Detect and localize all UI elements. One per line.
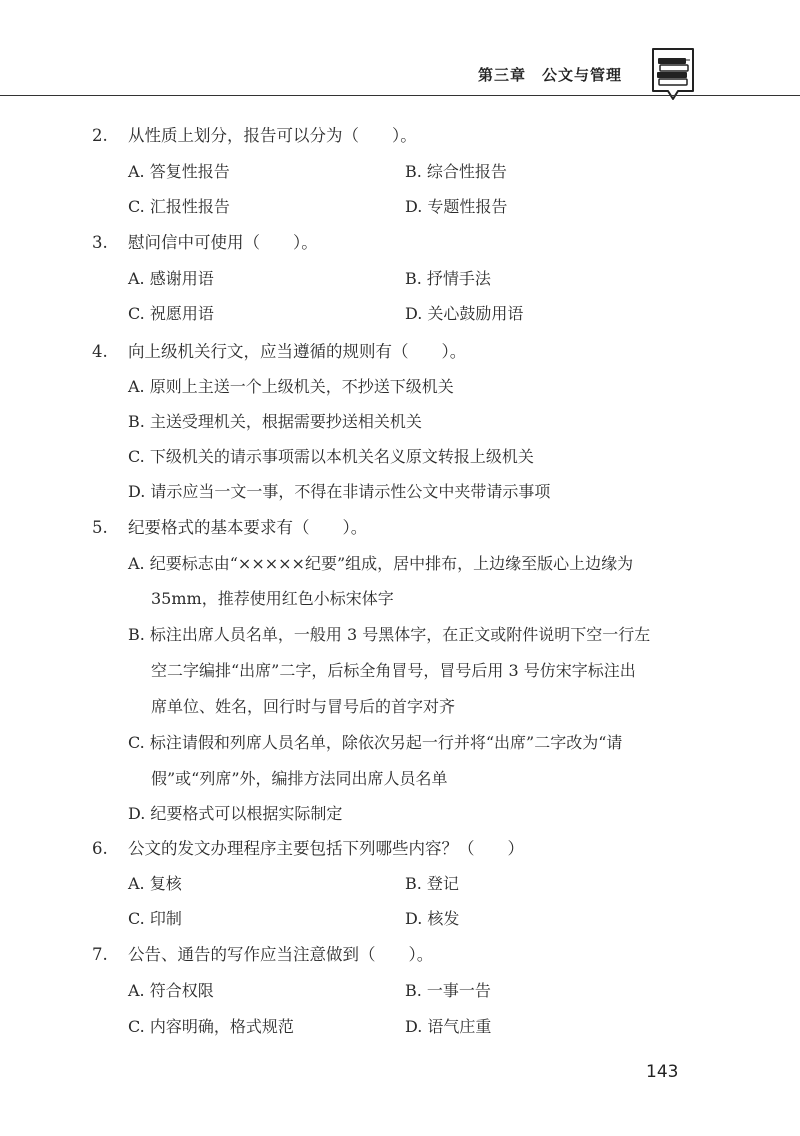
option-c-continued: 假”或“列席”外，编排方法同出席人员名单 [151, 769, 448, 788]
option-b-continued: 空二字编排“出席”二字，后标全角冒号，冒号后用 3 号仿宋字标注出 [151, 661, 636, 680]
chapter-title: 公文与管理 [542, 66, 623, 84]
question-text: 公文的发文办理程序主要包括下列哪些内容？（ ） [128, 839, 524, 858]
option-c: C. 汇报性报告 [128, 197, 230, 216]
option-b: B. 登记 [405, 874, 459, 893]
option-c: C. 印制 [128, 909, 182, 928]
option-d: D. 核发 [405, 909, 460, 928]
question-2 [92, 122, 417, 146]
option-b-continued: 席单位、姓名，回行时与冒号后的首字对齐 [151, 697, 456, 716]
option-a: A. 纪要标志由“×××××纪要”组成，居中排布，上边缘至版心上边缘为 [128, 554, 634, 573]
question-text: 向上级机关行文，应当遵循的规则有（ ）。 [128, 342, 467, 361]
page-number: 143 [646, 1062, 679, 1082]
question-text: 公告、通告的写作应当注意做到（ ）。 [128, 945, 434, 964]
option-c: C. 标注请假和列席人员名单，除依次另起一行并将“出席”二字改为“请 [128, 733, 623, 752]
running-head [478, 64, 622, 85]
option-a: A. 符合权限 [128, 981, 214, 1000]
question-6 [92, 835, 524, 859]
question-text: 从性质上划分，报告可以分为（ ）。 [128, 126, 417, 145]
page-header [0, 0, 800, 100]
option-a: A. 复核 [128, 874, 182, 893]
option-c: C. 下级机关的请示事项需以本机关名义原文转报上级机关 [128, 447, 534, 466]
option-d: D. 请示应当一文一事，不得在非请示性公文中夹带请示事项 [128, 482, 551, 501]
question-text: 纪要格式的基本要求有（ ）。 [128, 518, 368, 537]
option-d: D. 专题性报告 [405, 197, 508, 216]
question-7 [92, 941, 433, 965]
option-b: B. 标注出席人员名单，一般用 3 号黑体字，在正文或附件说明下空一行左 [128, 625, 651, 644]
question-number: 6. [92, 839, 108, 858]
question-3 [92, 229, 318, 253]
question-number: 5. [92, 518, 108, 537]
question-4 [92, 338, 466, 362]
option-b: B. 抒情手法 [405, 269, 491, 288]
question-number: 2. [92, 126, 108, 145]
question-5 [92, 514, 367, 538]
option-d: D. 语气庄重 [405, 1017, 492, 1036]
option-b: B. 综合性报告 [405, 162, 507, 181]
question-number: 4. [92, 342, 108, 361]
option-a: A. 原则上主送一个上级机关，不抄送下级机关 [128, 377, 454, 396]
option-b: B. 主送受理机关，根据需要抄送相关机关 [128, 412, 422, 431]
question-number: 7. [92, 945, 108, 964]
chapter-label: 第三章 [478, 66, 527, 84]
option-c: C. 内容明确，格式规范 [128, 1017, 294, 1036]
option-c: C. 祝愿用语 [128, 304, 214, 323]
option-b: B. 一事一告 [405, 981, 491, 1000]
option-d: D. 纪要格式可以根据实际制定 [128, 804, 343, 823]
option-d: D. 关心鼓励用语 [405, 304, 524, 323]
option-a: A. 感谢用语 [128, 269, 214, 288]
option-a: A. 答复性报告 [128, 162, 230, 181]
header-rule [0, 95, 800, 96]
question-text: 慰问信中可使用（ ）。 [128, 233, 318, 252]
option-a-continued: 35mm，推荐使用红色小标宋体字 [151, 589, 394, 608]
question-number: 3. [92, 233, 108, 252]
